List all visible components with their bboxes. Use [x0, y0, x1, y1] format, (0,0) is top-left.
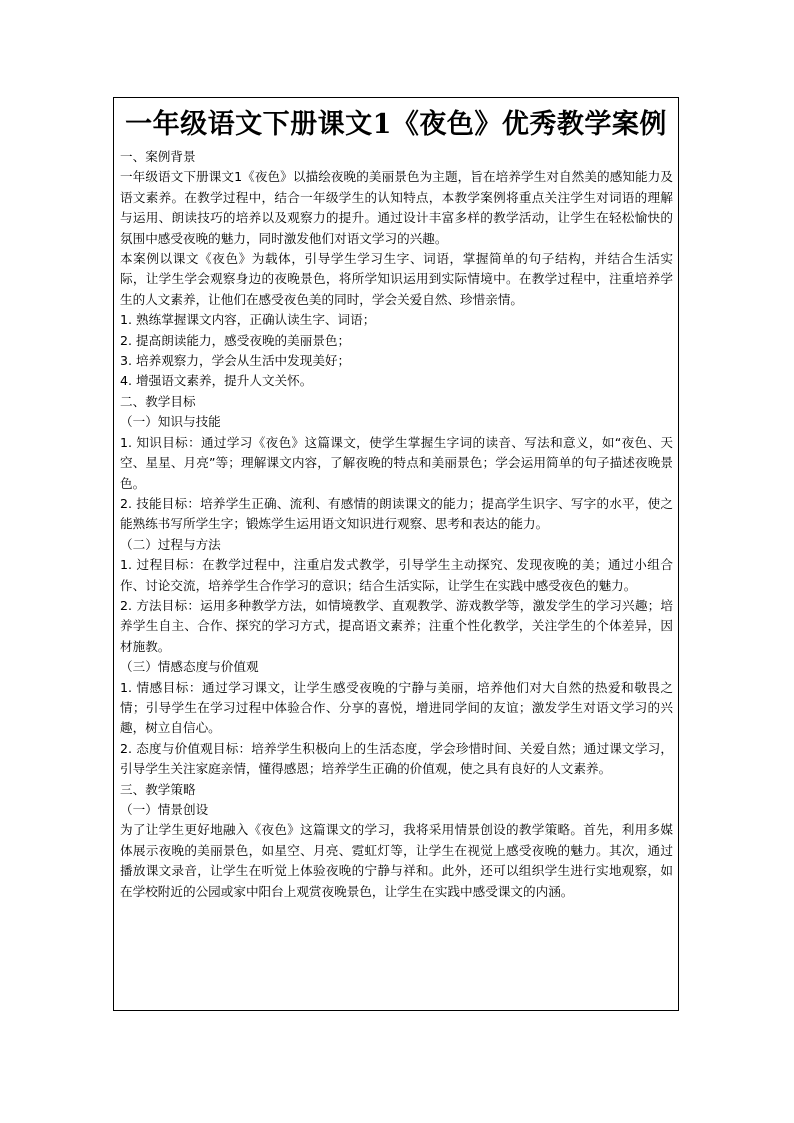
paragraph: 1. 知识目标：通过学习《夜色》这篇课文，使学生掌握生字词的读音、写法和意义，如“夜色、天空、星星、月亮”等；理解课文内容，了解夜晚的特点和美丽景色；学会运用简单的句子描述夜晚景色。: [120, 434, 673, 491]
paragraph: 2. 技能目标：培养学生正确、流利、有感情的朗读课文的能力；提高学生识字、写字的水平，使之能熟练书写所学生字；锻炼学生运用语文知识进行观察、思考和表达的能力。: [120, 495, 673, 532]
section-heading: 二、教学目标: [120, 393, 196, 409]
document-body: [114, 145, 678, 902]
paragraph: 为了让学生更好地融入《夜色》这篇课文的学习，我将采用情景创设的教学策略。首先，利用多媒体展示夜晚的美丽景色，如星空、月亮、霓虹灯等，让学生在视觉上感受夜晚的魅力。其次，通过播放课文录音，让学生在听觉上体验夜晚的宁静与祥和。此外，还可以组织学生进行实地观察，如在学校附近的公园或家中阳台上观赏夜晚景色，让学生在实践中感受课文的内涵。: [120, 822, 673, 899]
subsection-heading: （二）过程与方法: [120, 536, 221, 552]
paragraph: 1. 情感目标：通过学习课文，让学生感受夜晚的宁静与美丽，培养他们对大自然的热爱和敬畏之情；引导学生在学习过程中体验合作、分享的喜悦，增进同学间的友谊；激发学生对语文学习的兴趣，树立自信心。: [120, 679, 673, 736]
paragraph: 2. 态度与价值观目标：培养学生积极向上的生活态度，学会珍惜时间、关爱自然；通过课文学习，引导学生关注家庭亲情，懂得感恩；培养学生正确的价值观，使之具有良好的人文素养。: [120, 740, 673, 777]
paragraph: 1. 过程目标：在教学过程中，注重启发式教学，引导学生主动探究、发现夜晚的美；通过小组合作、讨论交流，培养学生合作学习的意识；结合生活实际，让学生在实践中感受夜色的魅力。: [120, 557, 673, 593]
list-item: 2. 提高朗读能力，感受夜晚的美丽景色；: [120, 332, 351, 348]
paragraph: 一年级语文下册课文1《夜色》以描绘夜晚的美丽景色为主题，旨在培养学生对自然美的感知能力及语文素养。在教学过程中，结合一年级学生的认知特点，本教学案例将重点关注学生对词语的理解与运用、朗读技巧的培养以及观察力的提升。通过设计丰富多样的教学活动，让学生在轻松愉快的氛围中感受夜晚的魅力，同时激发他们对语文学习的兴趣。: [120, 169, 673, 246]
document-title: 一年级语文下册课文1《夜色》优秀教学案例: [125, 109, 667, 140]
subsection-heading: （三）情感态度与价值观: [120, 659, 259, 675]
section-heading: 一、案例背景: [120, 149, 196, 164]
subsection-heading: （一）情景创设: [120, 802, 209, 817]
list-item: 1. 熟练掌握课文内容，正确认读生字、词语；: [120, 312, 376, 328]
paragraph: 2. 方法目标：运用多种教学方法，如情境教学、直观教学、游戏教学等，激发学生的学习兴趣；培养学生自主、合作、探究的学习方式，提高语文素养；注重个性化教学，关注学生的个体差异，因材施教。: [120, 597, 673, 654]
paragraph: 本案例以课文《夜色》为载体，引导学生学习生字、词语，掌握简单的句子结构，并结合生活实际，让学生学会观察身边的夜晚景色，将所学知识运用到实际情境中。在教学过程中，注重培养学生的人文素养，让他们在感受夜色美的同时，学会关爱自然、珍惜亲情。: [120, 251, 673, 307]
list-item: 3. 培养观察力，学会从生活中发现美好；: [120, 353, 351, 369]
subsection-heading: （一）知识与技能: [120, 414, 221, 430]
list-item: 4. 增强语文素养，提升人文关怀。: [120, 373, 313, 389]
section-heading: 三、教学策略: [120, 781, 196, 797]
document-frame: [113, 97, 679, 1011]
